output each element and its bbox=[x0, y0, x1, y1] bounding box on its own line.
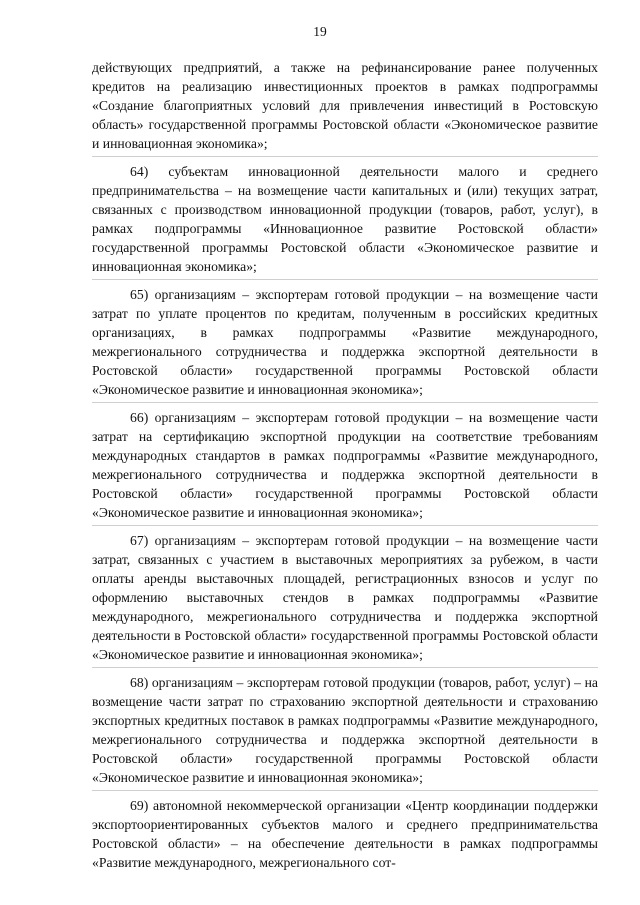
paragraph-item-69: 69) автономной некоммерческой организации «Центр координации поддержки экспортоориентированных субъектов малого и среднего предпринимательства Ростовской области» – на обеспечение деятельности в рамках подпрограммы «Развитие международного, межрегионального сот- bbox=[92, 798, 598, 870]
paragraph-item-67: 67) организациям – экспортерам готовой продукции – на возмещение части затрат, связанных с участием в выставочных мероприятиях за рубежом, в части оплаты аренды выставочных площадей, регистрационных взносов и услуг по оформлению выставочных стендов в рамках подпрограммы «Развитие международного, межрегионального сотрудничества и поддержка экспортной деятельности в Ростовской области» государственной программы Ростовской области «Экономическое развитие и инновационная экономика»; bbox=[92, 531, 598, 668]
paragraph-item-68: 68) организациям – экспортерам готовой продукции (товаров, работ, услуг) – на возмещение части затрат по страхованию экспортной деятельности и страхованию экспортных кредитных поставок в рамках подпрограммы «Развитие международного, межрегионального сотрудничества и поддержка экспортной деятельности в Ростовской области» государственной программы Ростовской области «Экономическое развитие и инновационная экономика»; bbox=[92, 673, 598, 791]
paragraph-item-65: 65) организациям – экспортерам готовой продукции – на возмещение части затрат по уплате процентов по кредитам, полученным в российских кредитных организациях, в рамках подпрограммы «Развитие международного, межрегионального сотрудничества и поддержка экспортной деятельности в Ростовской области» государственной программы Ростовской области «Экономическое развитие и инновационная экономика»; bbox=[92, 285, 598, 403]
page-number: 19 bbox=[313, 24, 327, 39]
paragraph-item-66: 66) организациям – экспортерам готовой продукции – на возмещение части затрат на сертификацию экспортной продукции на соответствие требованиям международных стандартов в рамках подпрограммы «Развитие международного, межрегионального сотрудничества и поддержка экспортной деятельности в Ростовской области» государственной программы Ростовской области «Экономическое развитие и инновационная экономика»; bbox=[92, 408, 598, 526]
document-body bbox=[92, 58, 598, 880]
paragraph-continuation: действующих предприятий, а также на рефинансирование ранее полученных кредитов на реализацию инвестиционных проектов в рамках подпрограммы «Создание благоприятных условий для привлечения инвестиций в Ростовскую область» государственной программы Ростовской области «Экономическое развитие и инновационная экономика»; bbox=[92, 58, 598, 157]
paragraph-item-64: 64) субъектам инновационной деятельности малого и среднего предпринимательства – на возмещение части капитальных и (или) текущих затрат, связанных с производством инновационной продукции (товаров, работ, услуг), в рамках подпрограммы «Инновационное развитие Ростовской области» государственной программы Ростовской области «Экономическое развитие и инновационная экономика»; bbox=[92, 162, 598, 280]
